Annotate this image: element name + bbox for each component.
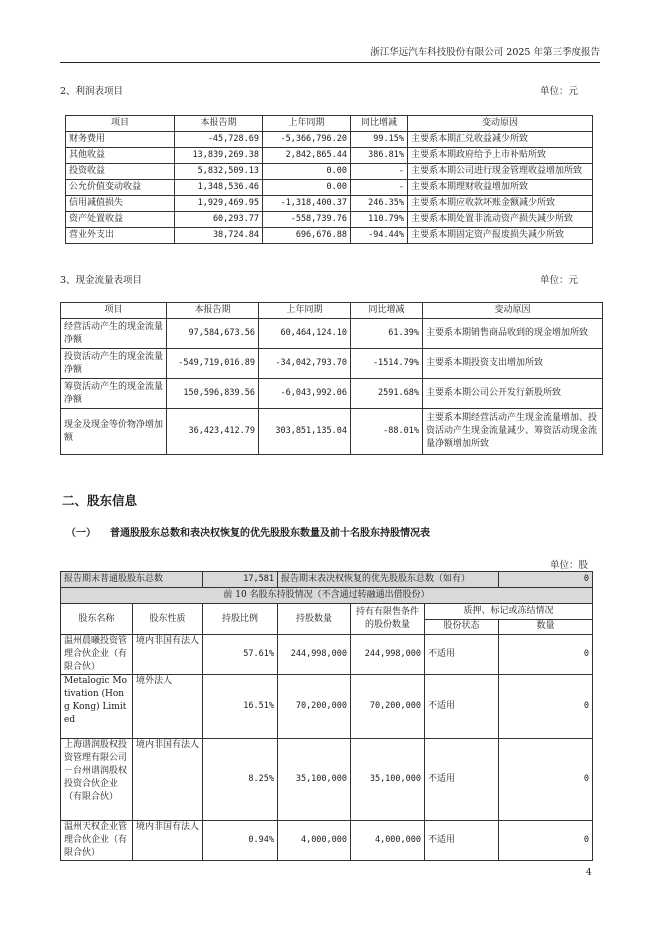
income-item-cell: 信用减值损失 <box>66 196 175 212</box>
holder-nature-cell: 境内非国有法人 <box>133 739 203 821</box>
pledge-status-cell: 不适用 <box>425 675 499 739</box>
income-current-cell: 1,929,469.95 <box>175 196 263 212</box>
restricted-shares-cell: 4,000,000 <box>351 821 425 861</box>
holding-ratio-cell: 8.25% <box>203 739 278 821</box>
common-holders-label: 报告期末普通股股东总数 <box>61 572 203 588</box>
cashflow-unit-label: 单位：元 <box>539 275 578 286</box>
restricted-shares-cell: 70,200,000 <box>351 675 425 739</box>
income-current-cell: -45,728.69 <box>175 132 263 148</box>
holder-name-cell: 温州晨曦投资管理合伙企业（有限合伙） <box>61 635 133 675</box>
cashflow-prior-cell: -34,042,793.70 <box>259 349 351 379</box>
income-change-cell: - <box>351 180 408 196</box>
preferred-holders-label: 报告期末表决权恢复的优先股股东总数（如有） <box>278 572 499 588</box>
cashflow-col-prior: 上年同期 <box>259 303 351 319</box>
top10-caption-row <box>61 588 593 604</box>
subsection-number: （一） <box>66 528 96 539</box>
income-item-cell: 财务费用 <box>66 132 175 148</box>
pledge-status-cell: 不适用 <box>425 821 499 861</box>
income-item-cell: 营业外支出 <box>66 228 175 244</box>
col-restricted-shares: 持有有限售条件的股份数量 <box>351 604 425 635</box>
cashflow-current-cell: 36,423,412.79 <box>167 409 259 455</box>
holding-quantity-cell: 70,200,000 <box>278 675 351 739</box>
shareholder-row <box>61 635 593 675</box>
holder-name-cell: 温州天权企业管理合伙企业（有限合伙） <box>61 821 133 861</box>
shareholder-section-title: 二、股东信息 <box>62 493 138 508</box>
cashflow-prior-cell: -6,043,992.06 <box>259 379 351 409</box>
cashflow-change-cell: 2591.68% <box>351 379 423 409</box>
income-col-reason: 变动原因 <box>408 116 593 132</box>
subsection-text: 普通股股东总数和表决权恢复的优先股股东数量及前十名股东持股情况表 <box>110 528 430 539</box>
income-table <box>65 115 593 244</box>
cashflow-reason-cell: 主要系本期投资支出增加所致 <box>423 349 603 379</box>
col-holder-name: 股东名称 <box>61 604 133 635</box>
income-col-item: 项目 <box>66 116 175 132</box>
income-current-cell: 5,832,509.13 <box>175 164 263 180</box>
cashflow-header-row <box>61 303 603 319</box>
holding-quantity-cell: 244,998,000 <box>278 635 351 675</box>
income-row <box>66 196 593 212</box>
holder-name-cell: 上海谱润股权投资管理有限公司－台州谱润股权投资合伙企业（有限合伙） <box>61 739 133 821</box>
cashflow-item-cell: 经营活动产生的现金流量净额 <box>61 319 167 349</box>
income-col-prior: 上年同期 <box>263 116 351 132</box>
cashflow-row <box>61 379 603 409</box>
cashflow-col-reason: 变动原因 <box>423 303 603 319</box>
cashflow-change-cell: -1514.79% <box>351 349 423 379</box>
holding-ratio-cell: 16.51% <box>203 675 278 739</box>
pledge-status-cell: 不适用 <box>425 635 499 675</box>
income-item-cell: 投资收益 <box>66 164 175 180</box>
header-divider <box>60 62 600 63</box>
holder-nature-cell: 境外法人 <box>133 675 203 739</box>
income-current-cell: 13,839,269.38 <box>175 148 263 164</box>
cashflow-current-cell: 150,596,839.56 <box>167 379 259 409</box>
restricted-shares-cell: 244,998,000 <box>351 635 425 675</box>
pledge-quantity-cell: 0 <box>499 739 593 821</box>
cashflow-change-cell: 61.39% <box>351 319 423 349</box>
income-reason-cell: 主要系本期公司进行现金管理收益增加所致 <box>408 164 593 180</box>
income-item-cell: 其他收益 <box>66 148 175 164</box>
cashflow-row <box>61 319 603 349</box>
cashflow-col-change: 同比增减 <box>351 303 423 319</box>
cashflow-reason-cell: 主要系本期经营活动产生现金流量增加、投资活动产生现金流量减少、筹资活动现金流量净额增加所致 <box>423 409 603 455</box>
restricted-shares-cell: 35,100,000 <box>351 739 425 821</box>
page-header: 浙江华远汽车科技股份有限公司 2025 年第三季度报告 <box>370 47 600 58</box>
income-row <box>66 228 593 244</box>
income-reason-cell: 主要系本期处置非流动资产损失减少所致 <box>408 212 593 228</box>
income-change-cell: - <box>351 164 408 180</box>
income-reason-cell: 主要系本期理财收益增加所致 <box>408 180 593 196</box>
holding-ratio-cell: 0.94% <box>203 821 278 861</box>
income-reason-cell: 主要系本期固定资产报废损失减少所致 <box>408 228 593 244</box>
income-prior-cell: 0.00 <box>263 180 351 196</box>
col-pledge-status: 股份状态 <box>425 619 499 635</box>
pledge-quantity-cell: 0 <box>499 675 593 739</box>
income-col-current: 本报告期 <box>175 116 263 132</box>
shareholder-table <box>60 571 593 861</box>
income-row <box>66 180 593 196</box>
shareholder-row <box>61 821 593 861</box>
income-row <box>66 164 593 180</box>
income-unit-label: 单位：元 <box>539 86 578 97</box>
cashflow-row <box>61 349 603 379</box>
shareholder-row <box>61 675 593 739</box>
income-current-cell: 60,293.77 <box>175 212 263 228</box>
col-pledge-quantity: 数量 <box>499 619 593 635</box>
pledge-quantity-cell: 0 <box>499 821 593 861</box>
income-reason-cell: 主要系本期汇兑收益减少所致 <box>408 132 593 148</box>
preferred-holders-value: 0 <box>499 572 593 588</box>
cashflow-table <box>60 302 603 455</box>
col-holding-ratio: 持股比例 <box>203 604 278 635</box>
income-change-cell: -94.44% <box>351 228 408 244</box>
income-header-row <box>66 116 593 132</box>
income-section-title: 2、利润表项目 <box>60 86 124 97</box>
cashflow-item-cell: 现金及现金等价物净增加额 <box>61 409 167 455</box>
top10-caption: 前 10 名股东持股情况（不含通过转融通出借股份） <box>61 588 593 604</box>
cashflow-row <box>61 409 603 455</box>
cashflow-item-cell: 投资活动产生的现金流量净额 <box>61 349 167 379</box>
income-row <box>66 148 593 164</box>
shareholder-row <box>61 739 593 821</box>
col-pledge-group: 质押、标记或冻结情况 <box>425 604 593 620</box>
cashflow-prior-cell: 303,851,135.04 <box>259 409 351 455</box>
income-prior-cell: -5,366,796.20 <box>263 132 351 148</box>
income-prior-cell: -558,739.76 <box>263 212 351 228</box>
col-holding-quantity: 持股数量 <box>278 604 351 635</box>
income-prior-cell: 2,842,865.44 <box>263 148 351 164</box>
income-current-cell: 38,724.84 <box>175 228 263 244</box>
income-change-cell: 246.35% <box>351 196 408 212</box>
income-reason-cell: 主要系本期应收款坏账金额减少所致 <box>408 196 593 212</box>
income-change-cell: 386.81% <box>351 148 408 164</box>
cashflow-change-cell: -88.01% <box>351 409 423 455</box>
income-change-cell: 110.79% <box>351 212 408 228</box>
income-item-cell: 资产处置收益 <box>66 212 175 228</box>
holding-quantity-cell: 35,100,000 <box>278 739 351 821</box>
shareholder-unit-label: 单位：股 <box>549 560 588 571</box>
holder-name-cell: Metalogic Motivation (Hong Kong) Limited <box>61 675 133 739</box>
cashflow-col-current: 本报告期 <box>167 303 259 319</box>
shareholder-subsection-title <box>66 524 430 539</box>
income-reason-cell: 主要系本期政府给予上市补贴所致 <box>408 148 593 164</box>
shareholder-summary-row <box>61 572 593 588</box>
cashflow-reason-cell: 主要系本期销售商品收到的现金增加所致 <box>423 319 603 349</box>
income-prior-cell: 696,676.88 <box>263 228 351 244</box>
pledge-status-cell: 不适用 <box>425 739 499 821</box>
page-number: 4 <box>586 868 592 878</box>
holding-ratio-cell: 57.61% <box>203 635 278 675</box>
shareholder-header-row <box>61 604 593 620</box>
income-item-cell: 公允价值变动收益 <box>66 180 175 196</box>
common-holders-value: 17,581 <box>203 572 278 588</box>
holding-quantity-cell: 4,000,000 <box>278 821 351 861</box>
col-holder-nature: 股东性质 <box>133 604 203 635</box>
cashflow-section-title: 3、现金流量表项目 <box>60 275 143 286</box>
income-row <box>66 212 593 228</box>
income-prior-cell: 0.00 <box>263 164 351 180</box>
cashflow-prior-cell: 60,464,124.10 <box>259 319 351 349</box>
income-col-change: 同比增减 <box>351 116 408 132</box>
cashflow-reason-cell: 主要系本期公司公开发行新股所致 <box>423 379 603 409</box>
income-change-cell: 99.15% <box>351 132 408 148</box>
income-current-cell: 1,348,536.46 <box>175 180 263 196</box>
cashflow-item-cell: 筹资活动产生的现金流量净额 <box>61 379 167 409</box>
income-row <box>66 132 593 148</box>
holder-nature-cell: 境内非国有法人 <box>133 821 203 861</box>
holder-nature-cell: 境内非国有法人 <box>133 635 203 675</box>
cashflow-current-cell: 97,584,673.56 <box>167 319 259 349</box>
cashflow-col-item: 项目 <box>61 303 167 319</box>
pledge-quantity-cell: 0 <box>499 635 593 675</box>
income-prior-cell: -1,318,400.37 <box>263 196 351 212</box>
cashflow-current-cell: -549,719,016.89 <box>167 349 259 379</box>
